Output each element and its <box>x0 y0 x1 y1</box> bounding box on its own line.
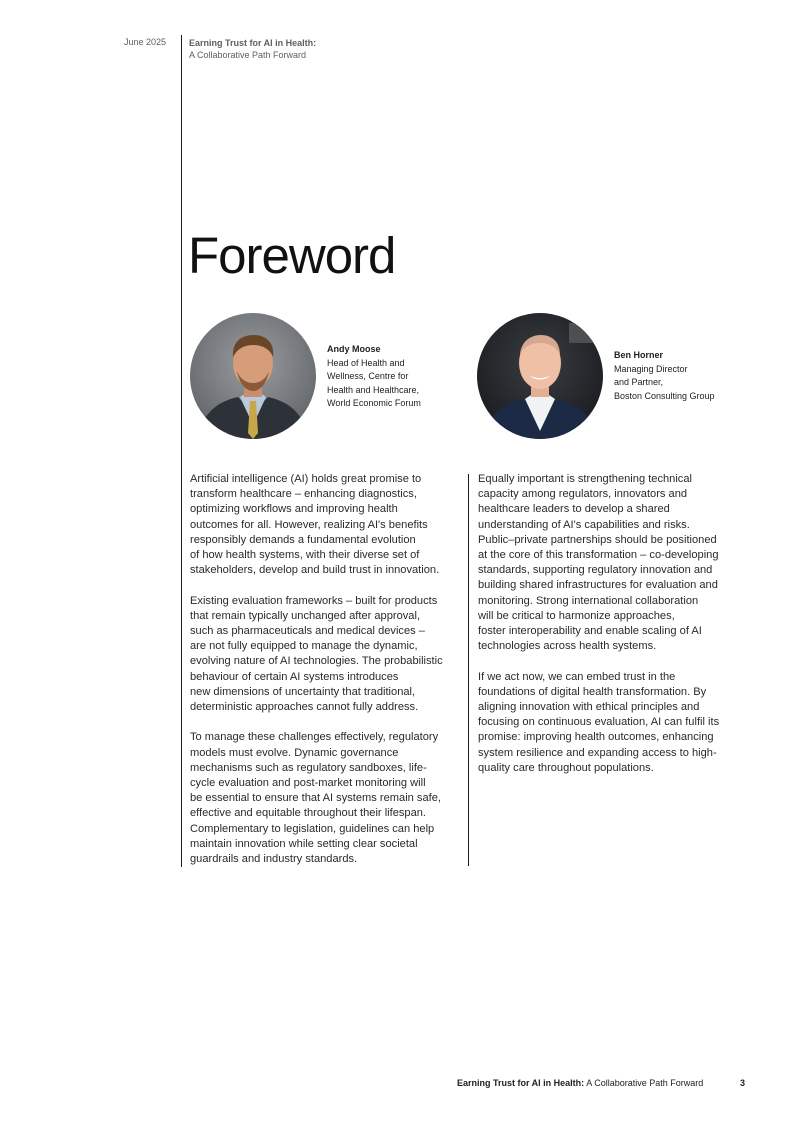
text-line: at the core of this transformation – co-developing <box>478 549 719 562</box>
text-line: capacity among regulators, innovators and <box>478 488 688 501</box>
body-paragraph <box>190 594 458 716</box>
body-column-left <box>190 472 458 882</box>
text-line: outcomes for all. However, realizing AI's benefits <box>190 518 428 531</box>
page-number: 3 <box>740 1078 746 1088</box>
text-line: promise: improving health outcomes, enhancing <box>478 731 714 744</box>
text-line: Artificial intelligence (AI) holds great promise to <box>190 473 422 485</box>
body-paragraph <box>190 730 458 867</box>
text-line: transform healthcare – enhancing diagnostics, <box>190 488 417 501</box>
header-report-title <box>189 37 316 61</box>
text-line: behaviour of certain AI systems introduces <box>190 670 399 683</box>
text-line: Existing evaluation frameworks – built for products <box>190 594 438 607</box>
text-line: understanding of AI's capabilities and risks. <box>478 518 690 531</box>
text-line: deterministic approaches cannot fully address. <box>190 701 419 714</box>
author-role-line: World Economic Forum <box>327 398 421 408</box>
portrait-photo-ben-horner <box>477 313 603 439</box>
author-name: Andy Moose <box>327 344 381 354</box>
footer-title-rest: A Collaborative Path Forward <box>586 1078 704 1088</box>
text-line: that remain typically unchanged after approval, <box>190 609 421 622</box>
author-role-line: and Partner, <box>614 377 664 387</box>
text-line: Equally important is strengthening technical <box>478 473 692 485</box>
page-heading: Foreword <box>188 227 396 284</box>
text-line: aligning innovation with ethical principles and <box>478 701 700 714</box>
author-role-line: Head of Health and <box>327 357 405 368</box>
text-line: standards, supporting regulatory innovation and <box>478 564 713 577</box>
text-line: responsibly demands a fundamental evolution <box>190 533 416 546</box>
text-line: foundations of digital health transformation. By <box>478 685 707 698</box>
body-paragraph <box>478 472 736 654</box>
text-line: models must evolve. Dynamic governance <box>190 746 399 759</box>
author-name: Ben Horner <box>614 350 664 360</box>
body-column-right <box>478 472 736 791</box>
text-line: optimizing workflows and improving health <box>190 503 398 516</box>
text-line: effective and equitable throughout their lifespan. <box>190 807 427 820</box>
author-bio-ben-horner <box>614 349 715 403</box>
text-line: healthcare leaders to develop a shared <box>478 503 670 516</box>
text-line: are not fully equipped to manage the dynamic, <box>190 640 418 653</box>
portrait-photo-andy-moose <box>190 313 316 439</box>
text-line: of how health systems, with their diverse set of <box>190 549 420 562</box>
text-line: guardrails and industry standards. <box>190 853 358 866</box>
text-line: stakeholders, develop and build trust in innovation. <box>190 564 440 577</box>
text-line: monitoring. Strong international collaboration <box>478 594 699 607</box>
text-line: focusing on continuous evaluation, AI can fulfil its <box>478 716 720 729</box>
text-line: quality care throughout populations. <box>478 761 654 774</box>
body-paragraph <box>190 472 458 578</box>
text-line: technologies across health systems. <box>478 640 657 653</box>
header-title-line1: Earning Trust for AI in Health: <box>189 38 317 48</box>
left-margin-rule <box>181 35 182 867</box>
header-date: June 2025 <box>124 37 167 47</box>
text-line: cycle evaluation and post-market monitoring will <box>190 777 426 790</box>
column-divider-rule <box>468 474 469 866</box>
text-line: system resilience and expanding access to high- <box>478 746 717 759</box>
text-line: foster interoperability and enable scaling of AI <box>478 625 702 638</box>
author-role-line: Boston Consulting Group <box>614 390 715 401</box>
author-bio-andy-moose <box>327 343 421 411</box>
author-role-line: Wellness, Centre for <box>327 371 409 381</box>
text-line: will be critical to harmonize approaches, <box>478 609 675 622</box>
text-line: new dimensions of uncertainty that traditional, <box>190 685 416 698</box>
author-role-line: Health and Healthcare, <box>327 384 420 395</box>
text-line: evolving nature of AI technologies. The probabilistic <box>190 655 443 668</box>
text-line: To manage these challenges effectively, regulatory <box>190 731 439 744</box>
text-line: If we act now, we can embed trust in the <box>478 670 676 683</box>
text-line: Public–private partnerships should be positioned <box>478 533 717 546</box>
text-line: be essential to ensure that AI systems remain safe, <box>190 792 441 805</box>
header-title-line2: A Collaborative Path Forward <box>189 50 307 60</box>
text-line: maintain innovation while setting clear societal <box>190 837 418 850</box>
text-line: building shared infrastructures for evaluation and <box>478 579 718 592</box>
footer-title-bold: Earning Trust for AI in Health: <box>457 1078 585 1088</box>
text-line: Complementary to legislation, guidelines can help <box>190 822 435 835</box>
text-line: mechanisms such as regulatory sandboxes, life- <box>190 761 427 774</box>
footer-report-title <box>457 1078 703 1088</box>
text-line: such as pharmaceuticals and medical devices – <box>190 625 425 638</box>
author-role-line: Managing Director <box>614 363 688 374</box>
body-paragraph <box>478 670 736 776</box>
